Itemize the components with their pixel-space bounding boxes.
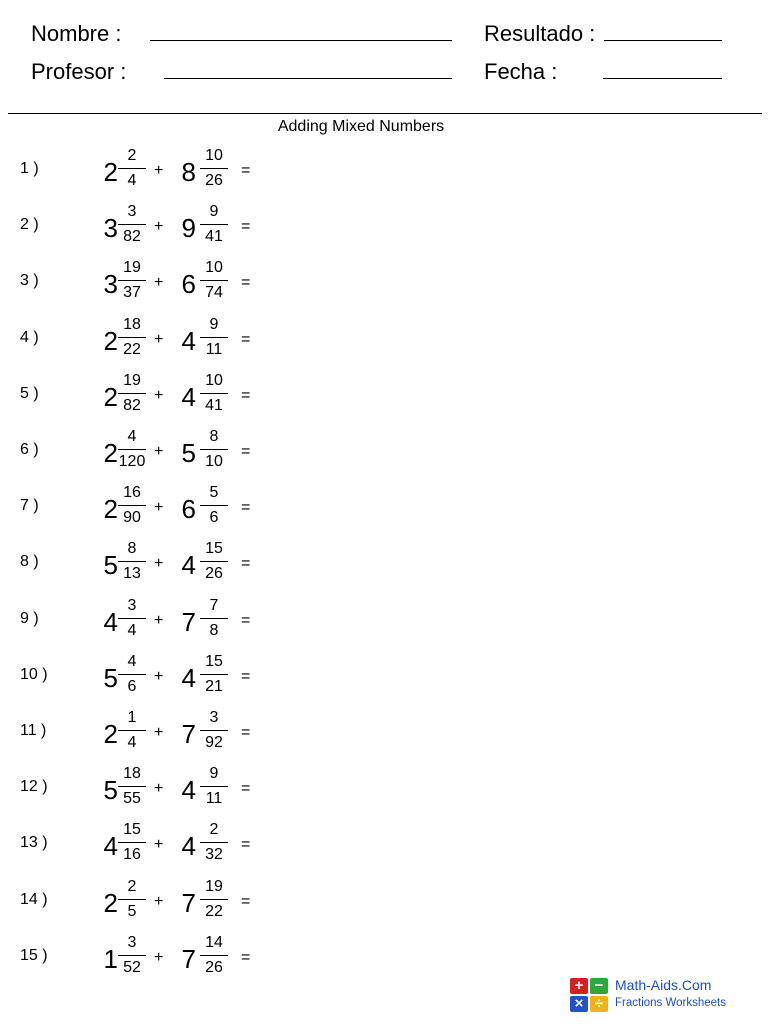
first-numerator: 3 bbox=[127, 596, 137, 614]
second-whole-number: 5 bbox=[181, 438, 196, 468]
problem-item bbox=[0, 481, 300, 537]
first-denominator: 55 bbox=[123, 790, 141, 808]
second-whole-number: 7 bbox=[181, 887, 196, 918]
section-name: Fractions Worksheets bbox=[615, 997, 726, 1009]
score-field-line[interactable] bbox=[604, 40, 722, 41]
fraction-bar bbox=[118, 618, 146, 619]
first-denominator: 120 bbox=[118, 453, 146, 470]
fraction-bar bbox=[118, 449, 146, 450]
problem-number: 6 ) bbox=[20, 441, 39, 458]
first-numerator: 18 bbox=[123, 315, 141, 333]
equals-sign: = bbox=[241, 667, 251, 685]
problem-item bbox=[0, 537, 300, 593]
fraction-bar bbox=[200, 449, 228, 450]
first-numerator: 2 bbox=[127, 147, 137, 164]
fraction-bar bbox=[118, 224, 146, 225]
first-numerator: 15 bbox=[123, 821, 141, 839]
problem-number: 4 ) bbox=[20, 328, 39, 346]
second-numerator: 3 bbox=[209, 709, 219, 726]
equals-sign: = bbox=[241, 836, 251, 854]
problem-item bbox=[0, 144, 300, 200]
first-numerator: 1 bbox=[127, 709, 137, 726]
plus-sign: + bbox=[154, 892, 164, 910]
first-denominator: 37 bbox=[123, 284, 141, 302]
plus-sign: + bbox=[154, 724, 164, 741]
plus-sign: + bbox=[154, 274, 164, 292]
name-label: Nombre : bbox=[31, 21, 122, 46]
plus-sign: + bbox=[154, 218, 164, 236]
first-numerator: 2 bbox=[127, 877, 137, 895]
second-fraction bbox=[199, 483, 229, 528]
second-numerator: 10 bbox=[205, 371, 223, 389]
second-denominator: 6 bbox=[209, 509, 219, 527]
second-denominator: 11 bbox=[205, 340, 223, 358]
first-whole-number: 3 bbox=[103, 213, 118, 244]
teacher-label: Profesor : bbox=[31, 59, 127, 84]
plus-sign: + bbox=[154, 162, 164, 179]
times-icon: × bbox=[570, 996, 588, 1012]
plus-sign: + bbox=[154, 836, 164, 854]
site-name: Math-Aids.Com bbox=[615, 977, 712, 993]
first-whole-number: 5 bbox=[103, 775, 118, 806]
math-aids-logo[interactable] bbox=[568, 976, 748, 1016]
problem-item bbox=[0, 594, 300, 650]
plus-sign: + bbox=[154, 780, 164, 798]
equals-sign: = bbox=[241, 555, 251, 573]
fraction-bar bbox=[118, 337, 146, 338]
second-fraction bbox=[199, 202, 229, 247]
problem-number: 7 ) bbox=[20, 497, 39, 515]
first-whole-number: 4 bbox=[103, 831, 118, 862]
first-numerator: 19 bbox=[123, 371, 141, 389]
fraction-bar bbox=[118, 168, 146, 169]
second-whole-number: 7 bbox=[181, 606, 196, 637]
fraction-bar bbox=[118, 730, 146, 731]
first-whole-number: 3 bbox=[103, 269, 118, 300]
second-denominator: 74 bbox=[205, 284, 223, 302]
first-fraction bbox=[117, 146, 147, 191]
problem-item bbox=[0, 762, 300, 818]
fraction-bar bbox=[200, 224, 228, 225]
equals-sign: = bbox=[241, 780, 251, 798]
second-denominator: 41 bbox=[205, 396, 223, 414]
first-numerator: 16 bbox=[123, 484, 141, 502]
problem-number: 5 ) bbox=[20, 384, 39, 402]
first-denominator: 6 bbox=[127, 677, 137, 695]
second-denominator: 32 bbox=[205, 846, 223, 864]
first-denominator: 52 bbox=[123, 958, 141, 976]
first-whole-number: 5 bbox=[103, 550, 118, 581]
score-label: Resultado : bbox=[484, 21, 596, 46]
second-whole-number: 4 bbox=[181, 550, 196, 581]
plus-sign: + bbox=[154, 386, 164, 404]
first-denominator: 16 bbox=[123, 846, 141, 864]
first-fraction bbox=[117, 258, 147, 303]
fraction-bar bbox=[200, 168, 228, 169]
date-label: Fecha : bbox=[484, 59, 558, 84]
plus-sign: + bbox=[154, 948, 164, 966]
second-numerator: 8 bbox=[209, 428, 219, 445]
second-fraction bbox=[199, 371, 229, 416]
first-fraction bbox=[117, 764, 147, 809]
second-numerator: 10 bbox=[205, 147, 223, 164]
second-fraction bbox=[199, 877, 229, 922]
first-whole-number: 4 bbox=[103, 606, 118, 637]
first-fraction bbox=[117, 933, 147, 978]
second-numerator: 10 bbox=[205, 259, 223, 277]
second-fraction bbox=[199, 820, 229, 865]
second-numerator: 7 bbox=[209, 596, 219, 614]
fraction-bar bbox=[200, 280, 228, 281]
first-fraction bbox=[117, 596, 147, 641]
problem-item bbox=[0, 200, 300, 256]
second-whole-number: 6 bbox=[181, 494, 196, 525]
problem-number: 10 ) bbox=[20, 665, 48, 683]
fraction-bar bbox=[200, 730, 228, 731]
problem-number: 8 ) bbox=[20, 553, 39, 571]
equals-sign: = bbox=[241, 948, 251, 966]
second-fraction bbox=[199, 652, 229, 697]
first-fraction bbox=[117, 315, 147, 360]
first-fraction bbox=[117, 708, 147, 753]
first-fraction bbox=[117, 427, 147, 472]
first-denominator: 82 bbox=[123, 228, 141, 246]
fraction-bar bbox=[200, 505, 228, 506]
first-whole-number: 1 bbox=[103, 943, 118, 974]
fraction-bar bbox=[118, 955, 146, 956]
second-whole-number: 4 bbox=[181, 775, 196, 806]
fraction-bar bbox=[118, 561, 146, 562]
second-denominator: 21 bbox=[205, 677, 223, 695]
second-denominator: 26 bbox=[205, 958, 223, 976]
second-denominator: 8 bbox=[209, 621, 219, 639]
first-fraction bbox=[117, 820, 147, 865]
first-whole-number: 2 bbox=[103, 325, 118, 356]
fraction-bar bbox=[200, 899, 228, 900]
plus-sign: + bbox=[154, 611, 164, 629]
second-denominator: 41 bbox=[205, 228, 223, 246]
equals-sign: = bbox=[241, 274, 251, 292]
second-fraction bbox=[199, 596, 229, 641]
teacher-field-line[interactable] bbox=[164, 78, 452, 79]
plus-sign: + bbox=[154, 330, 164, 348]
equals-sign: = bbox=[241, 386, 251, 404]
name-field-line[interactable] bbox=[150, 40, 452, 41]
second-whole-number: 4 bbox=[181, 325, 196, 356]
equals-sign: = bbox=[241, 218, 251, 236]
second-denominator: 22 bbox=[205, 902, 223, 920]
fraction-bar bbox=[200, 786, 228, 787]
problem-item bbox=[0, 706, 300, 762]
first-fraction bbox=[117, 877, 147, 922]
first-whole-number: 2 bbox=[103, 157, 118, 187]
worksheet-subtitle: Adding Mixed Numbers bbox=[277, 118, 445, 135]
second-numerator: 9 bbox=[209, 203, 219, 221]
problem-item bbox=[0, 425, 300, 481]
second-numerator: 15 bbox=[205, 652, 223, 670]
problem-item bbox=[0, 818, 300, 874]
first-fraction bbox=[117, 483, 147, 528]
fraction-bar bbox=[118, 393, 146, 394]
first-fraction bbox=[117, 539, 147, 584]
first-fraction bbox=[117, 202, 147, 247]
problem-number: 3 ) bbox=[20, 272, 39, 290]
first-whole-number: 2 bbox=[103, 381, 118, 412]
second-whole-number: 4 bbox=[181, 831, 196, 862]
second-denominator: 26 bbox=[205, 172, 223, 189]
second-denominator: 10 bbox=[205, 453, 223, 470]
second-numerator: 14 bbox=[205, 933, 223, 951]
first-denominator: 90 bbox=[123, 509, 141, 527]
problem-number: 11 ) bbox=[20, 722, 47, 739]
second-denominator: 26 bbox=[205, 565, 223, 583]
fraction-bar bbox=[200, 393, 228, 394]
equals-sign: = bbox=[241, 162, 251, 179]
problem-item bbox=[0, 650, 300, 706]
first-denominator: 4 bbox=[127, 172, 137, 189]
fraction-bar bbox=[200, 337, 228, 338]
plus-sign: + bbox=[154, 667, 164, 685]
problem-item bbox=[0, 931, 300, 987]
plus-sign: + bbox=[154, 555, 164, 573]
problem-item bbox=[0, 369, 300, 425]
first-denominator: 4 bbox=[127, 734, 137, 751]
second-denominator: 11 bbox=[205, 790, 223, 808]
second-fraction bbox=[199, 427, 229, 472]
minus-icon: − bbox=[590, 978, 608, 994]
second-whole-number: 9 bbox=[181, 213, 196, 244]
second-whole-number: 4 bbox=[181, 381, 196, 412]
problem-number: 13 ) bbox=[20, 834, 48, 852]
first-fraction bbox=[117, 371, 147, 416]
fraction-bar bbox=[200, 618, 228, 619]
second-fraction bbox=[199, 933, 229, 978]
fraction-bar bbox=[118, 280, 146, 281]
plus-sign: + bbox=[154, 443, 164, 460]
problem-number: 2 ) bbox=[20, 216, 39, 234]
equals-sign: = bbox=[241, 330, 251, 348]
problem-number: 1 ) bbox=[20, 160, 39, 177]
second-numerator: 15 bbox=[205, 540, 223, 558]
plus-icon: + bbox=[570, 978, 588, 994]
fraction-bar bbox=[118, 842, 146, 843]
second-whole-number: 7 bbox=[181, 943, 196, 974]
problem-number: 12 ) bbox=[20, 778, 48, 796]
date-field-line[interactable] bbox=[603, 78, 722, 79]
problem-number: 15 ) bbox=[20, 946, 48, 964]
second-fraction bbox=[199, 764, 229, 809]
divide-icon: ÷ bbox=[590, 996, 608, 1012]
problem-item bbox=[0, 313, 300, 369]
equals-sign: = bbox=[241, 724, 251, 741]
second-whole-number: 4 bbox=[181, 662, 196, 693]
first-whole-number: 2 bbox=[103, 438, 118, 468]
first-numerator: 3 bbox=[127, 933, 137, 951]
fraction-bar bbox=[118, 786, 146, 787]
first-whole-number: 2 bbox=[103, 494, 118, 525]
second-fraction bbox=[199, 146, 229, 191]
first-numerator: 4 bbox=[127, 652, 137, 670]
second-whole-number: 8 bbox=[181, 157, 196, 187]
first-denominator: 4 bbox=[127, 621, 137, 639]
fraction-bar bbox=[118, 674, 146, 675]
second-numerator: 9 bbox=[209, 765, 219, 783]
first-denominator: 5 bbox=[127, 902, 137, 920]
second-fraction bbox=[199, 539, 229, 584]
problem-item bbox=[0, 875, 300, 931]
first-denominator: 82 bbox=[123, 396, 141, 414]
equals-sign: = bbox=[241, 443, 251, 460]
first-numerator: 19 bbox=[123, 259, 141, 277]
first-fraction bbox=[117, 652, 147, 697]
first-whole-number: 5 bbox=[103, 662, 118, 693]
equals-sign: = bbox=[241, 611, 251, 629]
equals-sign: = bbox=[241, 892, 251, 910]
fraction-bar bbox=[118, 505, 146, 506]
second-denominator: 92 bbox=[205, 734, 223, 751]
header-divider bbox=[8, 113, 762, 114]
problem-number: 14 ) bbox=[20, 890, 48, 908]
problem-item bbox=[0, 256, 300, 312]
first-numerator: 3 bbox=[127, 203, 137, 221]
second-whole-number: 6 bbox=[181, 269, 196, 300]
second-numerator: 9 bbox=[209, 315, 219, 333]
fraction-bar bbox=[200, 561, 228, 562]
second-whole-number: 7 bbox=[181, 719, 196, 749]
first-denominator: 13 bbox=[123, 565, 141, 583]
second-fraction bbox=[199, 315, 229, 360]
second-numerator: 2 bbox=[209, 821, 219, 839]
first-numerator: 4 bbox=[127, 428, 137, 445]
fraction-bar bbox=[200, 674, 228, 675]
first-whole-number: 2 bbox=[103, 887, 118, 918]
second-fraction bbox=[199, 258, 229, 303]
first-whole-number: 2 bbox=[103, 719, 118, 749]
second-numerator: 5 bbox=[209, 484, 219, 502]
fraction-bar bbox=[200, 842, 228, 843]
first-denominator: 22 bbox=[123, 340, 141, 358]
second-numerator: 19 bbox=[205, 877, 223, 895]
fraction-bar bbox=[200, 955, 228, 956]
operations-icon bbox=[568, 976, 610, 1016]
fraction-bar bbox=[118, 899, 146, 900]
first-numerator: 18 bbox=[123, 765, 141, 783]
second-fraction bbox=[199, 708, 229, 753]
problem-number: 9 ) bbox=[20, 609, 39, 627]
plus-sign: + bbox=[154, 499, 164, 517]
equals-sign: = bbox=[241, 499, 251, 517]
first-numerator: 8 bbox=[127, 540, 137, 558]
